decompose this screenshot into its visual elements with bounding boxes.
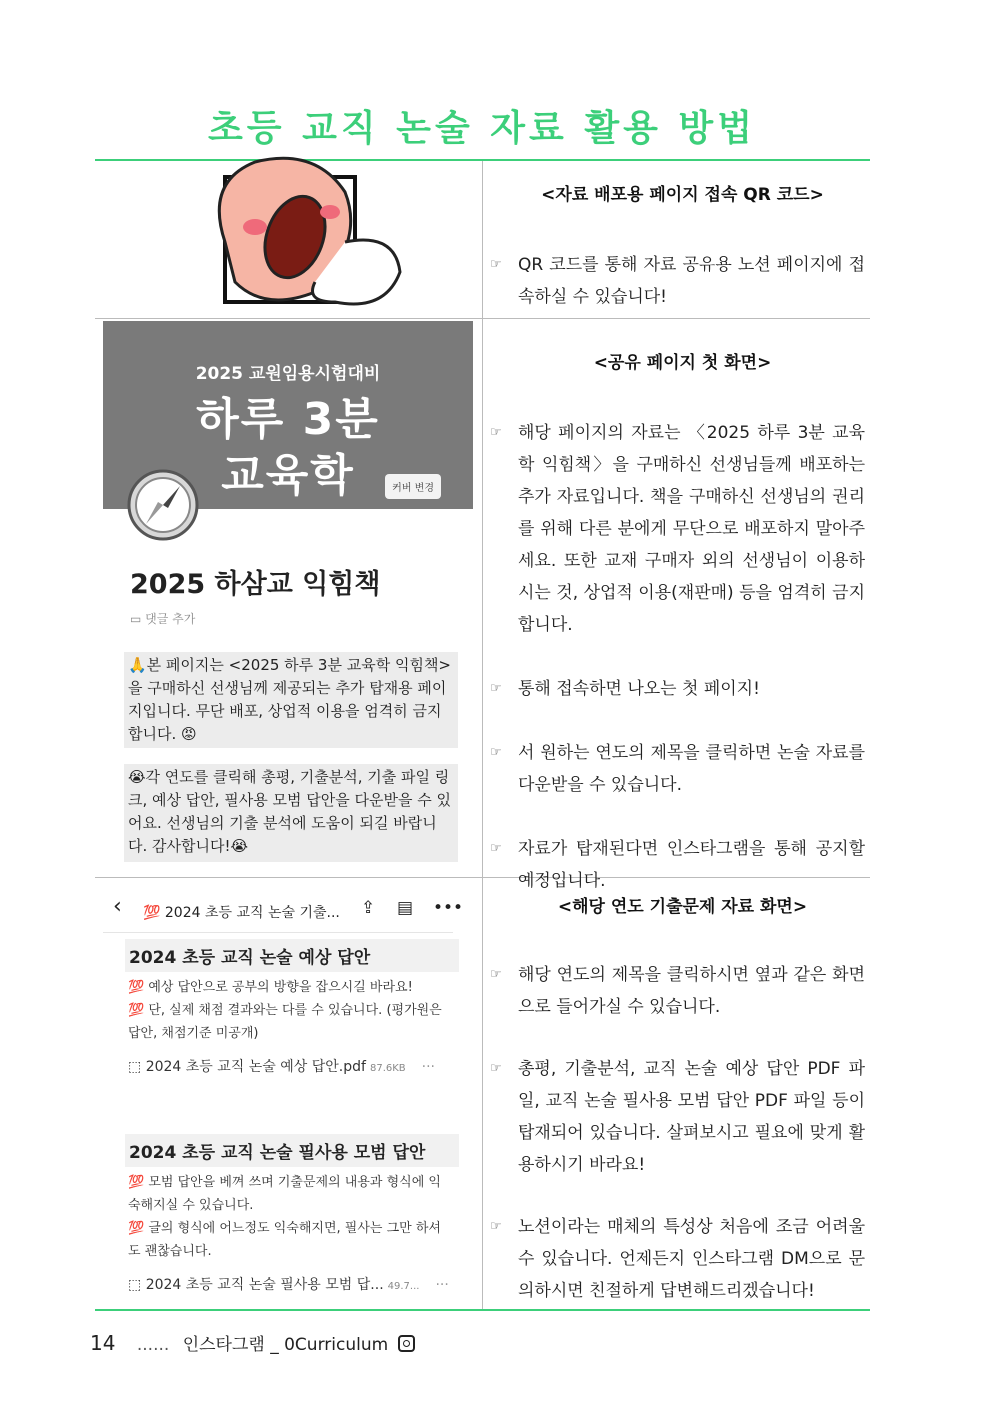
peach-sticker-image [195, 152, 405, 317]
footer-text: 인스타그램 _ 0Curriculum [182, 1335, 389, 1355]
section-heading: <해당 연도 기출문제 자료 화면> [557, 897, 808, 917]
bullet-text: 해당 페이지의 자료는 〈2025 하루 3분 교육학 익힘책〉을 구매하신 선생님들께 배포하는 추가 자료입니다. 책을 구매하신 선생님의 권리를 위해 다른 분에게 무단으로 배포하지 말아주세요. 또한 교재 구매자 외의 선생님이 이용하시는 것, 상업적 이용(재판매) 등을 엄격히 금지합니다. [518, 423, 865, 635]
bullet-item [490, 417, 865, 641]
app-header-divider [103, 932, 453, 933]
share-icon[interactable]: ⇪ [361, 898, 376, 918]
bullet-text: 총평, 기출분석, 교직 논술 예상 답안 PDF 파일, 교직 논술 필사용 모범 답안 PDF 파일 등이 탑재되어 있습니다. 살펴보시고 필요에 맞게 활용하시기 바라요! [518, 1059, 865, 1175]
comment-icon[interactable]: ▤ [397, 898, 414, 918]
pointing-hand-icon: ☞ [490, 1061, 502, 1076]
pointing-hand-icon: ☞ [490, 425, 502, 440]
guide-callout: 😭각 연도를 클릭해 총평, 기출분석, 기출 파일 링크, 예상 답안, 필사용 모범 답안을 다운받을 수 있어요. 선생님의 기출 분석에 도움이 되길 바랍니다. 감사합니다!😭 [124, 764, 458, 862]
pointing-hand-icon: ☞ [490, 257, 502, 272]
bullet-item [490, 959, 865, 1023]
bullet-item [490, 1211, 865, 1307]
bullet-text: 노션이라는 매체의 특성상 처음에 조금 어려울 수 있습니다. 언제든지 인스타그램 DM으로 문의하시면 친절하게 답변해드리겠습니다! [518, 1217, 865, 1301]
answer-block-line-1: 💯 예상 답안으로 공부의 방향을 잡으시길 바라요! [128, 980, 413, 995]
answer-block-title: 2024 초등 교직 논술 예상 답안 [125, 939, 459, 972]
page-heading: 초등 교직 논술 자료 활용 방법 [208, 108, 756, 149]
pointing-hand-icon: ☞ [490, 967, 502, 982]
add-comment-label: 댓글 추가 [145, 612, 196, 626]
cover-subtitle: 2025 교원임용시험대비 [195, 364, 381, 384]
bullet-text: QR 코드를 통해 자료 공유용 노션 페이지에 접속하실 수 있습니다! [518, 255, 865, 307]
answer-block-line-2: 💯 단, 실제 채점 결과와는 다를 수 있습니다. (평가원은 답안, 채점기준 미공개) [128, 1003, 442, 1041]
instagram-icon [398, 1335, 415, 1352]
bullet-text: 통해 접속하면 나오는 첫 페이지! [518, 679, 760, 699]
more-icon[interactable]: ••• [433, 898, 464, 918]
file-more-icon[interactable]: ··· [435, 1277, 449, 1293]
change-cover-button[interactable]: 커버 변경 [385, 474, 441, 499]
footer-dots: ...... [136, 1335, 170, 1355]
file-more-icon[interactable]: ··· [421, 1059, 436, 1075]
section-heading: <공유 페이지 첫 화면> [593, 353, 772, 373]
bullet-item [490, 1053, 865, 1181]
cover-title-line-b: 교육학 [221, 450, 355, 501]
bullet-text: 해당 연도의 제목을 클릭하시면 옆과 같은 화면으로 들어가실 수 있습니다. [518, 965, 865, 1017]
page-footer [90, 1330, 415, 1355]
copy-block-line-1: 💯 모범 답안을 베껴 쓰며 기출문제의 내용과 형식에 익숙해지실 수 있습니다. [128, 1175, 441, 1213]
copy-pdf-name: 2024 초등 교직 논술 필사용 모범 답... [145, 1277, 384, 1293]
copy-block-title: 2024 초등 교직 논술 필사용 모범 답안 [125, 1134, 459, 1167]
bullet-item [490, 833, 865, 897]
bullet-text: 자료가 탑재된다면 인스타그램을 통해 공지할 예정입니다. [518, 839, 865, 891]
copy-pdf-size: 49.7... [387, 1281, 420, 1292]
bullet-text: 서 원하는 연도의 제목을 클릭하면 논술 자료를 다운받을 수 있습니다. [518, 743, 865, 795]
cover-title-line-a: 하루 3분 [196, 394, 380, 445]
app-top-bar [103, 890, 473, 926]
bullet-item [490, 737, 865, 801]
notice-callout: 🙏본 페이지는 <2025 하루 3분 교육학 익힘책>을 구매하신 선생님께 제공되는 추가 탑재용 페이지입니다. 무단 배포, 상업적 이용을 엄격히 금지합니다. 😡 [124, 652, 458, 748]
section-heading: <자료 배포용 페이지 접속 QR 코드> [541, 185, 824, 205]
page-number: 14 [90, 1331, 116, 1355]
bullet-item [490, 673, 865, 705]
back-icon[interactable]: ‹ [113, 894, 122, 919]
section-first-screen [490, 348, 865, 897]
answer-pdf-file[interactable]: ⬚ 2024 초등 교직 논술 예상 답안.pdf 87.6KB ··· [128, 1059, 436, 1075]
row-divider-1 [95, 318, 870, 319]
pointing-hand-icon: ☞ [490, 681, 502, 696]
answer-pdf-size: 87.6KB [369, 1063, 406, 1074]
copy-block-line-2: 💯 글의 형식에 어느정도 익숙해지면, 필사는 그만 하셔도 괜찮습니다. [128, 1221, 441, 1259]
notion-page-title: 2025 하삼교 익힘책 [130, 569, 381, 600]
bottom-rule [95, 1309, 870, 1311]
section-qr [490, 180, 865, 313]
section-year-screen [490, 892, 865, 1307]
add-comment-link[interactable]: ▭ 댓글 추가 [130, 612, 196, 626]
notion-app-screenshot [103, 880, 473, 1305]
app-header-title: 💯 2024 초등 교직 논술 기출... [143, 905, 340, 921]
compass-icon [126, 468, 200, 542]
pointing-hand-icon: ☞ [490, 841, 502, 856]
column-divider [482, 161, 483, 1309]
copy-pdf-file[interactable]: ⬚ 2024 초등 교직 논술 필사용 모범 답... 49.7... ··· [128, 1277, 449, 1293]
pointing-hand-icon: ☞ [490, 1219, 502, 1234]
answer-pdf-name: 2024 초등 교직 논술 예상 답안.pdf [145, 1059, 366, 1075]
bullet-item [490, 249, 865, 313]
pointing-hand-icon: ☞ [490, 745, 502, 760]
